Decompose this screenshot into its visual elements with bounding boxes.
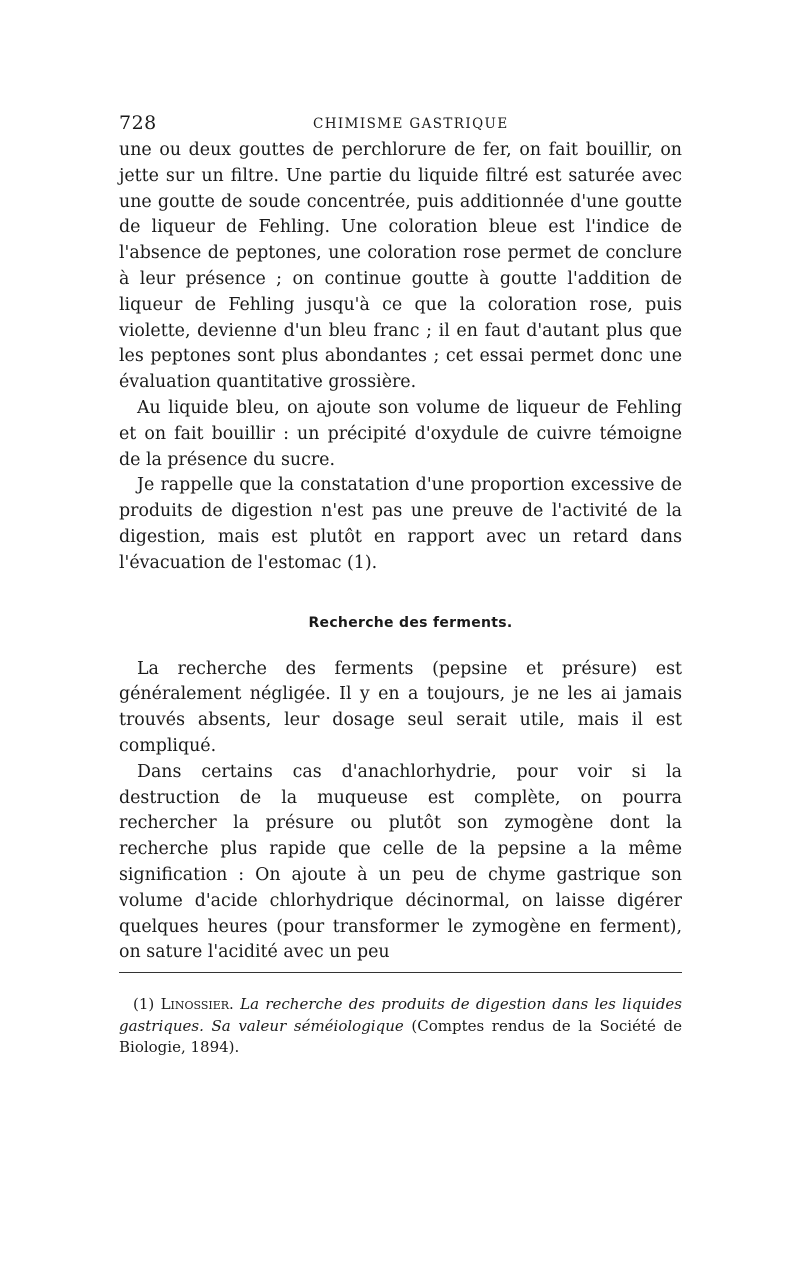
running-head [119, 112, 682, 138]
footnote-source: (Comptes rendus de la Société de Biologie, 1894). [119, 1016, 682, 1056]
footnote-marker: (1) [133, 995, 155, 1013]
paragraph-4: La recherche des ferments (pepsine et présure) est généralement négligée. Il y en a toujours, je ne les ai jamais trouvés absents, leur dosage seul serait utile, mais il est compliqué. [119, 658, 682, 756]
paragraph-3: Je rappelle que la constatation d'une proportion excessive de produits de digestion n'est pas une preuve de l'activité de la digestion, mais est plutôt en rapport avec un retard dans l'évacuation de l'estomac (1). [119, 475, 682, 573]
page-number: 728 [119, 112, 157, 134]
book-page [119, 112, 682, 1056]
paragraph-5: Dans certains cas d'anachlorhydrie, pour voir si la destruction de la muqueuse est complète, on pourra rechercher la présure ou plutôt son zymogène dont la recherche plus rapide que celle de la pepsine a la même signification : On ajoute à un peu de chyme gastrique son volume d'acide chlorhydrique décinormal, on laisse digérer quelques heures (pour transformer le zymogène en ferment), on sature l'acidité avec un peu [119, 761, 682, 963]
section-heading: Recherche des ferments. [308, 614, 513, 631]
footnote-divider [119, 972, 682, 973]
footnote [119, 994, 682, 1059]
body-text [119, 138, 682, 966]
paragraph-2: Au liquide bleu, on ajoute son volume de liqueur de Fehling et on fait bouillir : un précipité d'oxydule de cuivre témoigne de la présence du sucre. [119, 397, 682, 470]
paragraph-1: une ou deux gouttes de perchlorure de fer, on fait bouillir, on jette sur un filtre. Une partie du liquide filtré est saturée avec une goutte de soude concentrée, puis additionnée d'une goutte de liqueur de Fehling. Une coloration bleue est l'indice de l'absence de peptones, une coloration rose permet de conclure à leur présence ; on continue goutte à goutte l'addition de liqueur de Fehling jusqu'à ce que la coloration rose, puis violette, devienne d'un bleu franc ; il en faut d'autant plus que les peptones sont plus abondantes ; cet essai permet donc une évaluation quantitative grossière. [119, 140, 682, 393]
footnote-author: Linossier. [160, 995, 234, 1013]
footnote-title: La recherche des produits de digestion dans les liquides gastriques. Sa valeur séméiologique [119, 995, 682, 1035]
running-title: CHIMISME GASTRIQUE [313, 116, 509, 132]
